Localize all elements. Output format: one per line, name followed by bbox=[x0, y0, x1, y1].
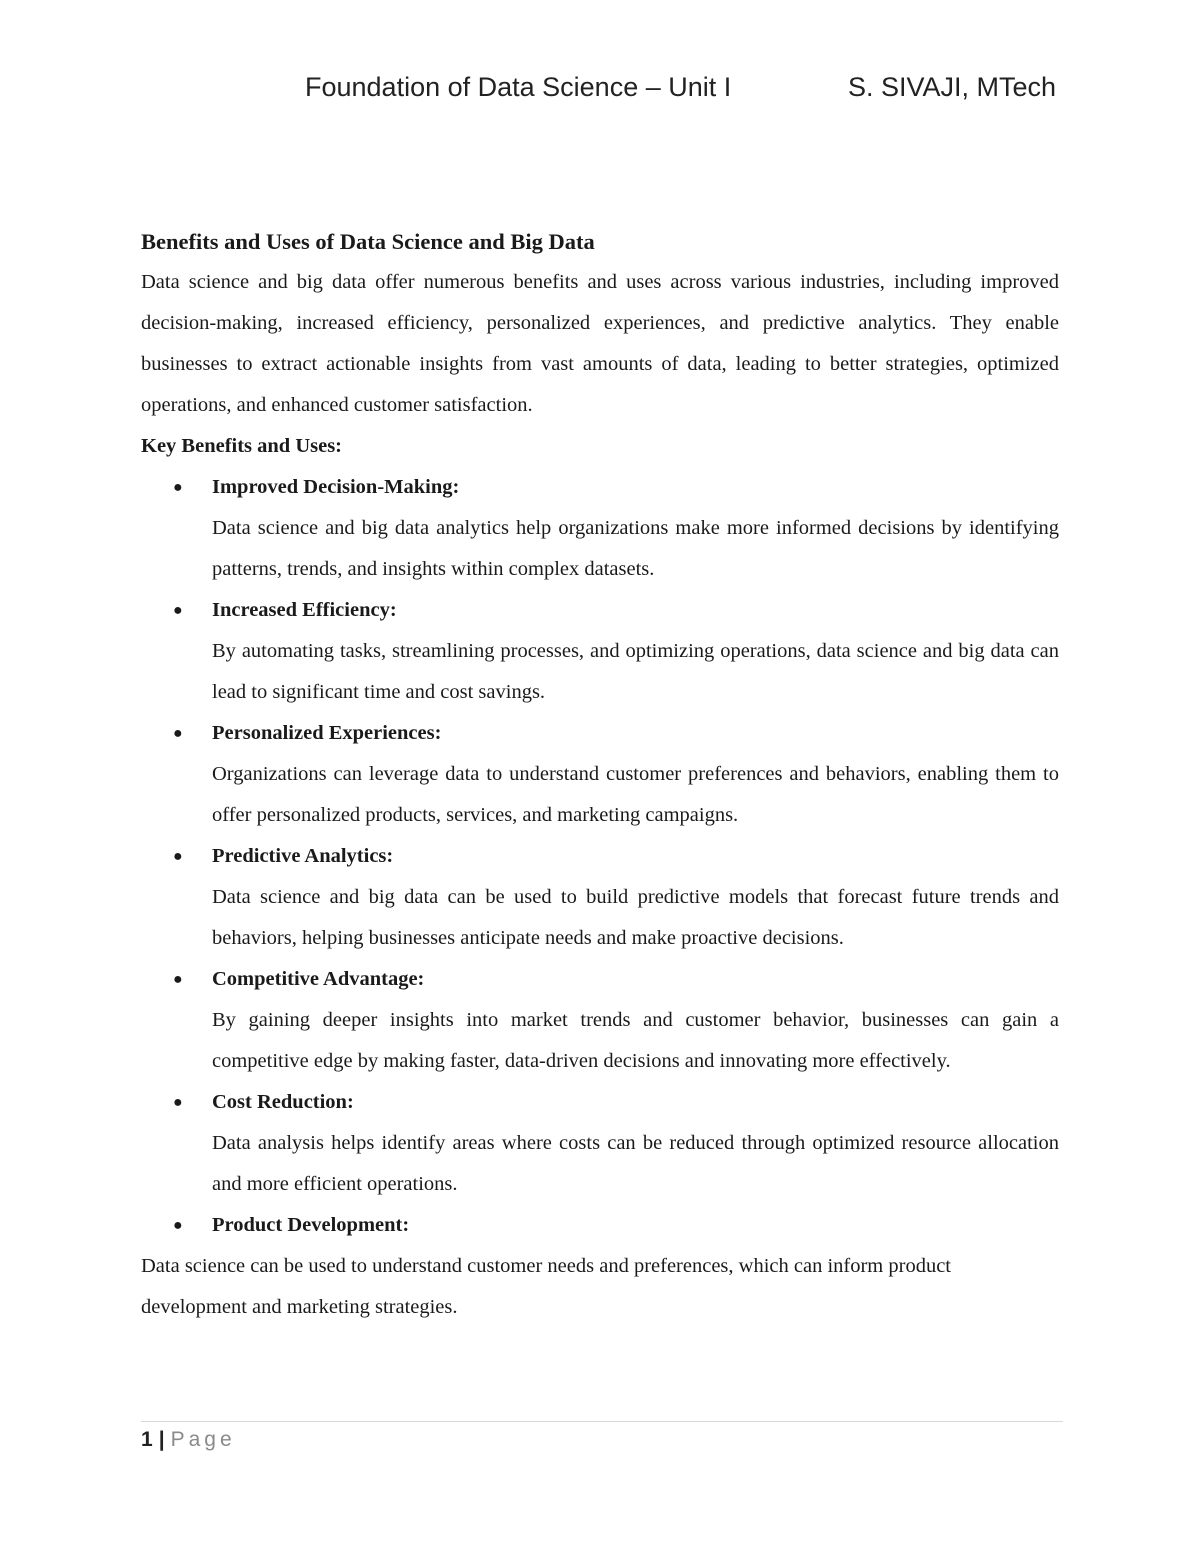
list-item bbox=[141, 959, 1059, 1082]
list-item-title: Improved Decision-Making: bbox=[212, 476, 460, 498]
header-title: Foundation of Data Science – Unit I bbox=[305, 72, 732, 102]
section-heading: Benefits and Uses of Data Science and Big Data bbox=[141, 229, 595, 254]
benefits-list bbox=[141, 467, 1059, 1246]
bullet-icon: ● bbox=[173, 848, 183, 865]
page-header bbox=[0, 72, 1200, 112]
page-label: Page bbox=[170, 1428, 236, 1451]
bullet-icon: ● bbox=[173, 725, 183, 742]
intro-paragraph: Data science and big data offer numerous benefits and uses across various industries, including improved decision-making, increased efficiency, personalized experiences, and predictive analytics. They enable businesses to extract actionable insights from vast amounts of data, leading to better strategies, optimized operations, and enhanced customer satisfaction. bbox=[141, 271, 1059, 416]
list-item-description: By automating tasks, streamlining processes, and optimizing operations, data science and big data can lead to significant time and cost savings. bbox=[212, 640, 1059, 703]
footer-divider bbox=[141, 1421, 1063, 1422]
list-item bbox=[141, 836, 1059, 959]
bullet-icon: ● bbox=[173, 1217, 183, 1234]
page-number: 1 bbox=[141, 1428, 153, 1451]
list-item bbox=[141, 713, 1059, 836]
list-item bbox=[141, 467, 1059, 590]
bullet-icon: ● bbox=[173, 1094, 183, 1111]
closing-paragraph: Data science can be used to understand customer needs and preferences, which can inform product development and marketing strategies. bbox=[141, 1255, 951, 1318]
page-content bbox=[141, 222, 1059, 1328]
header-author: S. SIVAJI, MTech bbox=[848, 72, 1057, 102]
list-item-description: Data science and big data can be used to build predictive models that forecast future trends and behaviors, helping businesses anticipate needs and make proactive decisions. bbox=[212, 886, 1059, 949]
list-item bbox=[141, 1205, 1059, 1246]
list-item-title: Cost Reduction: bbox=[212, 1091, 354, 1113]
bullet-icon: ● bbox=[173, 479, 183, 496]
list-item-title: Competitive Advantage: bbox=[212, 968, 425, 990]
list-item-title: Increased Efficiency: bbox=[212, 599, 397, 621]
list-item-description: Organizations can leverage data to understand customer preferences and behaviors, enabling them to offer personalized products, services, and marketing campaigns. bbox=[212, 763, 1059, 826]
list-item-description: Data analysis helps identify areas where costs can be reduced through optimized resource allocation and more efficient operations. bbox=[212, 1132, 1059, 1195]
bullet-icon: ● bbox=[173, 602, 183, 619]
page-footer bbox=[141, 1424, 236, 1456]
page-separator: | bbox=[158, 1428, 165, 1451]
list-item-description: Data science and big data analytics help organizations make more informed decisions by identifying patterns, trends, and insights within complex datasets. bbox=[212, 517, 1059, 580]
list-item bbox=[141, 1082, 1059, 1205]
list-item-title: Product Development: bbox=[212, 1214, 410, 1236]
list-item bbox=[141, 590, 1059, 713]
bullet-icon: ● bbox=[173, 971, 183, 988]
key-benefits-heading: Key Benefits and Uses: bbox=[141, 435, 343, 457]
list-item-title: Personalized Experiences: bbox=[212, 722, 442, 744]
list-item-title: Predictive Analytics: bbox=[212, 845, 394, 867]
list-item-description: By gaining deeper insights into market trends and customer behavior, businesses can gain a competitive edge by making faster, data-driven decisions and innovating more effectively. bbox=[212, 1009, 1059, 1072]
